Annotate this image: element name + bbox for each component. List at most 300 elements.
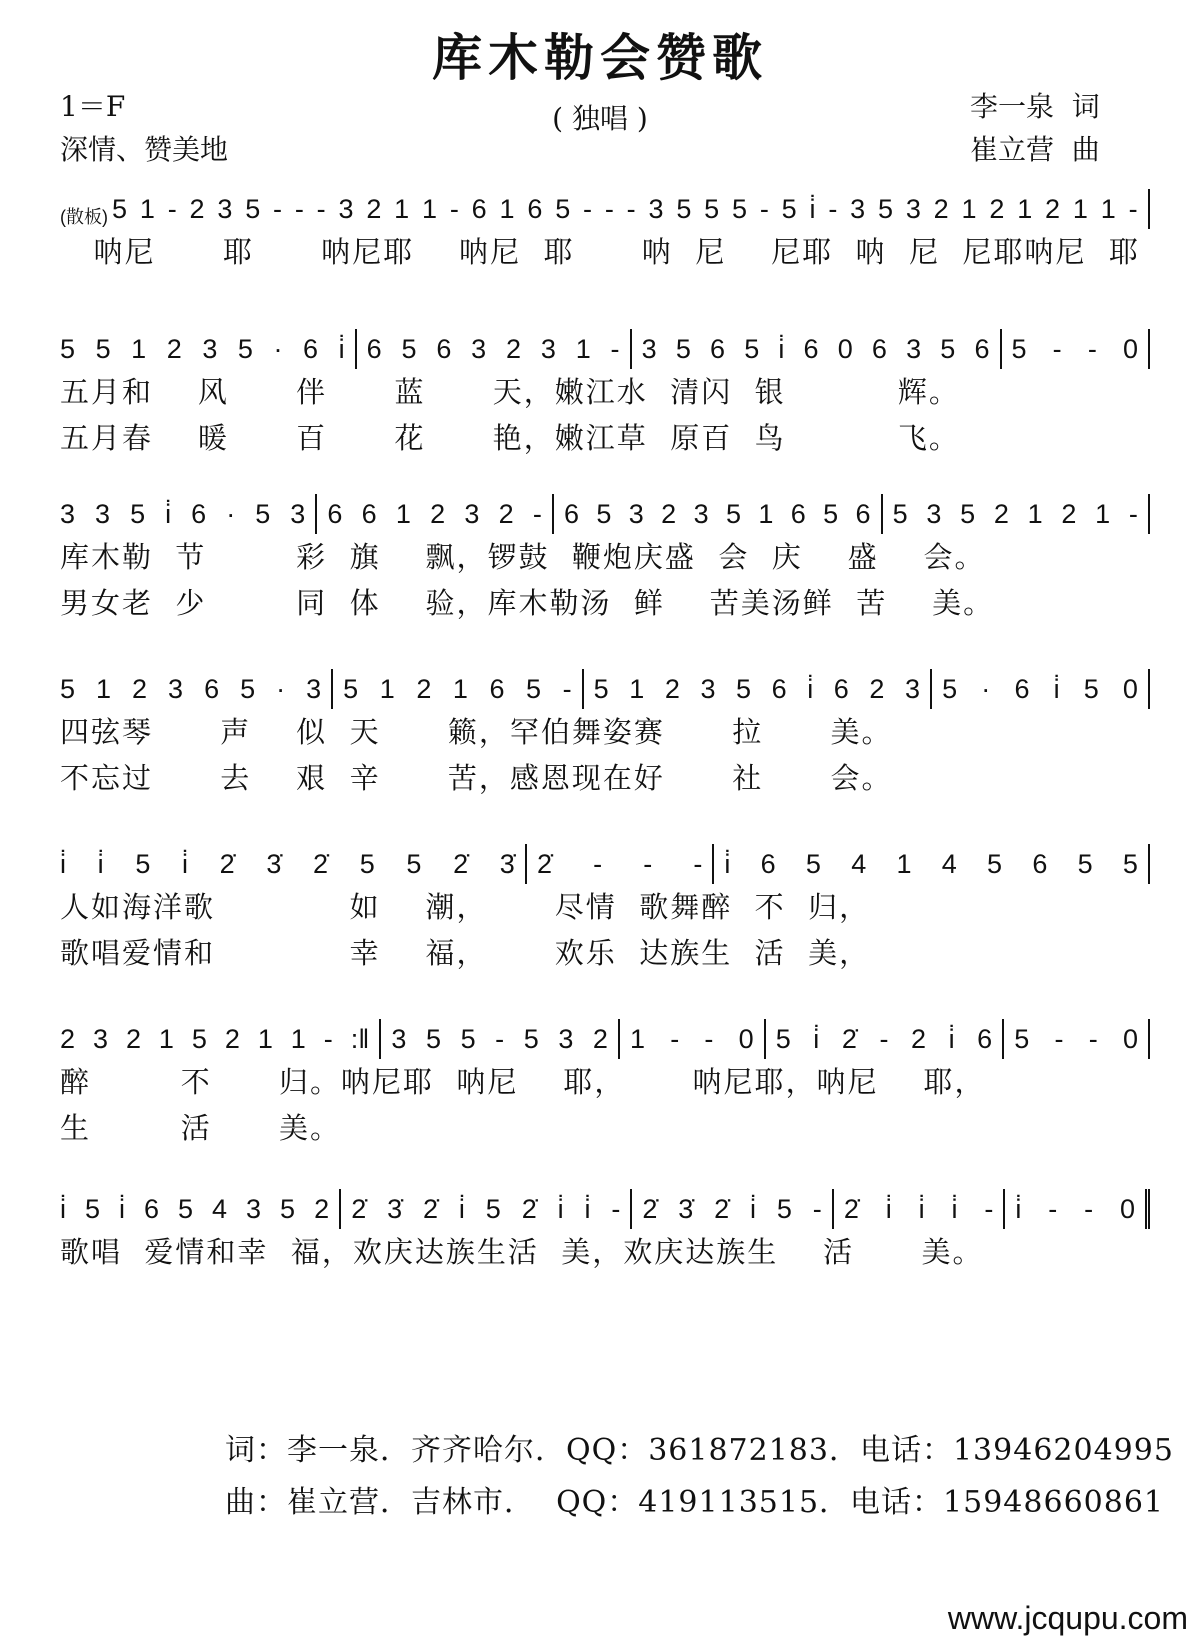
note: - [828,193,838,224]
measure-notes [776,1024,993,1055]
measure-notes [642,1194,821,1225]
note: 2 [1045,193,1061,224]
note: 2 [911,1023,927,1054]
note: 3 [700,673,716,704]
note: 2̇ [423,1193,439,1224]
score-system [60,665,1150,801]
note: · [276,673,286,704]
note: - [1087,333,1097,364]
note: 5 [555,193,571,224]
note: 1 [1100,193,1116,224]
note: 3 [850,193,866,224]
note: 6 [564,498,580,529]
note: i̇ [951,1193,958,1224]
note: 5 [84,1193,101,1224]
note: 3̇ [499,848,515,879]
note: - [879,1023,889,1054]
note: 1 [422,193,438,224]
score-system [60,325,1150,461]
note: 3 [906,333,922,364]
note: 5 [280,1193,296,1224]
note: 2 [993,498,1009,529]
note: 2 [498,498,514,529]
note: 1 [395,498,411,529]
note: 3 [905,193,921,224]
note: :‖ [350,1023,370,1054]
note: 5 [892,498,908,529]
note: 1 [394,193,410,224]
note: 5 [823,498,839,529]
note: 5 [1083,673,1099,704]
note: - [984,1193,994,1224]
note: 2̇ [642,1193,658,1224]
note: i̇ [182,848,188,879]
note: 5 [95,333,111,364]
lyrics-verse-1: 库木勒 节 彩 旗 飘，锣鼓 鞭炮庆盛 会 庆 盛 会。 [60,540,986,574]
note: i̇ [119,1193,125,1224]
note: i̇ [1015,1193,1022,1224]
note: 5 [240,673,256,704]
note: 5 [343,673,359,704]
note: i̇ [918,1193,925,1224]
note: 2 [661,498,677,529]
note: - [604,193,614,224]
note: 5 [775,1023,791,1054]
note: 5 [1011,333,1027,364]
measure [60,494,317,534]
note: 2̇ [714,1193,730,1224]
note: 5 [237,333,253,364]
notation-line [60,1015,1150,1059]
note: 3̇ [678,1193,694,1224]
note: 2 [506,333,522,364]
note: 2 [224,1023,240,1054]
lyrics-verse-2: 歌唱爱情和 幸 福， 欢乐 达族生 活 美， [60,936,871,970]
note: i̇ [885,1193,892,1224]
note: 5 [60,333,76,364]
note: i̇ [813,1023,820,1054]
note: · [273,333,283,364]
note: 5 [359,848,375,879]
measure-notes [724,849,1138,880]
note: 3 [558,1023,574,1054]
note: 3 [693,498,709,529]
note: 1 [629,673,645,704]
note: 2 [366,193,382,224]
note: 6 [327,498,343,529]
note: 3 [168,673,184,704]
note: - [273,193,283,224]
score-system [60,1015,1150,1151]
note: 3 [391,1023,407,1054]
song-title: 库木勒会赞歌 [432,29,768,87]
note: 1 [379,673,395,704]
note: 2̇ [841,1023,857,1054]
lyrics-verse-1: 歌唱 爱情和幸 福，欢庆达族生活 美，欢庆达族生 活 美。 [60,1235,984,1269]
note: 5 [425,1023,441,1054]
note: 6 [974,333,990,364]
notation-line [60,1185,1150,1229]
note: 5 [593,673,609,704]
measure [60,1189,341,1229]
note: 2 [314,1193,330,1224]
note: - [1048,1193,1058,1224]
note: 3 [540,333,556,364]
note: i̇ [165,498,172,529]
composer-credit: 崔立营 曲 [970,133,1100,166]
note: 0 [1122,673,1138,704]
measure [632,329,1002,369]
note: - [532,498,542,529]
measure-notes [60,674,321,705]
note: i̇ [778,333,785,364]
measure [883,494,1150,534]
note: 5 [781,193,797,224]
note: 3 [904,673,921,704]
note: 5 [736,673,752,704]
note: 5 [732,193,748,224]
lyrics-verse-2: 不忘过 去 艰 辛 苦，感恩现在好 社 会。 [60,761,893,795]
note: 5 [877,193,893,224]
measure [341,1189,632,1229]
expression-mark: 深情、赞美地 [60,133,229,166]
note: 2 [189,193,205,224]
measure-notes [642,334,990,365]
note: i̇ [948,1023,955,1054]
note: 3 [306,673,322,704]
note: 1 [499,193,515,224]
note: 2̇ [313,848,329,879]
note: 6 [710,333,726,364]
note: 5 [460,1023,476,1054]
note: 2 [664,673,680,704]
note: 5 [776,1193,792,1224]
note: 6 [1014,673,1030,704]
note: 2̇ [351,1193,367,1224]
notation-line [60,325,1150,369]
measure [112,189,1150,229]
note: - [643,848,653,879]
note: 6 [191,498,207,529]
notation-line [60,665,1150,709]
note: - [812,1193,822,1224]
note: 5 [60,673,76,704]
measure-notes [60,849,515,880]
lyrics-verse-2: 生 活 美。 [60,1111,342,1145]
measure [357,329,632,369]
note: 1 [452,673,468,704]
note: - [1128,193,1138,224]
lyricist-credit: 李一泉 词 [970,90,1100,123]
note: 3 [217,193,233,224]
lyrics-verse-1: 醉 不 归。呐尼耶 呐尼 耶， 呐尼耶，呐尼 耶， [60,1065,986,1099]
note: · [226,498,236,529]
measure [317,494,554,534]
note: 2 [132,673,148,704]
score-system [60,490,1150,626]
note: 5 [526,673,542,704]
measure-notes [60,1194,329,1225]
note: 5 [704,193,720,224]
note: 2̇ [521,1193,537,1224]
website-link[interactable]: www.jcqupu.com [947,1600,1188,1636]
note: 6 [790,498,806,529]
note: - [626,193,636,224]
note: 3 [926,498,942,529]
note: - [562,673,572,704]
score-system [60,840,1150,976]
note: 5 [178,1193,194,1224]
note: 2 [125,1023,141,1054]
measure-notes [60,1024,369,1055]
note: 6 [303,333,319,364]
note: - [167,193,177,224]
measure [554,494,883,534]
lyrics-verse-1: 五月和 风 伴 蓝 天，嫩江水 清闪 银 辉。 [60,375,960,409]
note: i̇ [809,193,816,224]
note: 3 [471,333,487,364]
note: 1 [961,193,977,224]
note: 2 [416,673,432,704]
note: 2 [430,498,446,529]
note: 6 [527,193,543,224]
note: 5 [676,193,692,224]
note: - [1128,498,1138,529]
note: 5 [596,498,612,529]
note: 5 [245,193,261,224]
note: 1 [139,193,155,224]
note: 6 [204,673,220,704]
measure [60,329,357,369]
measure [60,669,333,709]
note: 0 [1122,1023,1138,1054]
note: - [1084,1193,1094,1224]
lyrics-verse-1: 呐尼 耶 呐尼耶 呐尼 耶 呐 尼 尼耶 呐 尼 尼耶呐尼 耶 [60,235,1140,269]
note: 6 [366,333,382,364]
measure-notes [942,674,1138,705]
measure [834,1189,1006,1229]
note: 2̇ [219,848,235,879]
notation-line [60,490,1150,534]
note: 1 [131,333,147,364]
note: - [1088,1023,1098,1054]
measure-notes [537,849,702,880]
note: 1 [758,498,774,529]
tempo-mark: (散板) [60,207,108,227]
note: 6 [833,673,849,704]
note: 5 [960,498,976,529]
note: 1 [1072,193,1088,224]
note: 5 [523,1023,539,1054]
note: 3 [641,333,657,364]
note: 5 [485,1193,501,1224]
composer-contact: 曲：崔立营．吉林市． QQ：419113515．电话：15948660861 [225,1485,1164,1520]
note: i̇ [750,1193,757,1224]
note: i̇ [60,1193,66,1224]
note: i̇ [97,848,104,879]
note: - [704,1023,714,1054]
note: 3 [648,193,664,224]
measure [932,669,1150,709]
note: - [583,193,593,224]
measure-notes [1015,1194,1135,1225]
measure-notes [351,1194,620,1225]
notation-line [60,185,1150,229]
note: 5 [406,848,422,879]
measure [584,669,932,709]
note: 1 [1095,498,1111,529]
note: 3 [60,498,76,529]
note: - [316,193,326,224]
lyrics-verse-1: 人如海洋歌 如 潮， 尽情 歌舞醉 不 归， [60,890,871,924]
note: 3 [628,498,644,529]
measure [1004,1019,1150,1059]
note: - [693,848,703,879]
note: - [593,848,603,879]
measure [60,1019,381,1059]
note: 5 [1014,1023,1030,1054]
measure-notes [1012,334,1139,365]
note: 6 [1032,848,1048,879]
note: - [449,193,459,224]
note: 6 [143,1193,160,1224]
note: 4 [851,848,867,879]
note: 1 [158,1023,174,1054]
note: 2 [592,1023,608,1054]
note: 2̇ [843,1193,859,1224]
note: 3 [338,193,354,224]
note: 5 [744,333,760,364]
note: 5 [805,848,821,879]
note: 6 [471,193,487,224]
note: 5 [987,848,1003,879]
note: 5 [942,673,958,704]
measure-notes [112,194,1138,225]
note: i̇ [724,848,731,879]
note: 1 [1017,193,1033,224]
measure-notes [60,334,345,365]
note: i̇ [1053,673,1060,704]
note: 5 [725,498,741,529]
measure [1002,329,1151,369]
note: - [1052,333,1062,364]
lyrics-verse-2: 五月春 暖 百 花 艳，嫩江草 原百 鸟 飞。 [60,421,960,455]
note: - [294,193,304,224]
measure-notes [327,499,542,530]
note: 5 [401,333,417,364]
measure-notes [60,499,305,530]
note: 0 [738,1023,754,1054]
notation-line [60,840,1150,884]
note: 6 [760,848,776,879]
measure-notes [630,1024,754,1055]
note: 5 [255,498,271,529]
performance-type: ( 独唱 ) [552,102,648,135]
measure-notes [391,1024,608,1055]
measure-notes [844,1194,994,1225]
note: 1 [1027,498,1043,529]
note: 1 [896,848,912,879]
measure [527,844,714,884]
note: 2 [166,333,182,364]
measure [333,669,584,709]
note: 1 [96,673,112,704]
note: 3 [92,1023,108,1054]
measure [632,1189,833,1229]
note: 1 [629,1023,645,1054]
lyrics-verse-1: 四弦琴 声 似 天 籁，罕伯舞姿赛 拉 美。 [60,715,893,749]
note: 6 [871,333,887,364]
note: i̇ [807,673,814,704]
measure-notes [594,674,920,705]
note: 3̇ [387,1193,403,1224]
note: 2̇ [453,848,469,879]
note: 4 [941,848,957,879]
measure-notes [893,499,1138,530]
note: 3 [464,498,480,529]
note: · [981,673,991,704]
measure [60,844,527,884]
note: 6 [803,333,819,364]
note: - [495,1023,505,1054]
note: 5 [940,333,956,364]
measure [620,1019,766,1059]
note: i̇ [458,1193,465,1224]
measure [766,1019,1005,1059]
measure-notes [367,334,620,365]
note: 3 [202,333,218,364]
note: 3̇ [266,848,282,879]
note: 2̇ [536,848,552,879]
note: 5 [112,193,128,224]
note: 3 [290,498,306,529]
lyrics-verse-2: 男女老 少 同 体 验，库木勒汤 鲜 苦美汤鲜 苦 美。 [60,586,995,620]
note: 2 [989,193,1005,224]
score-system [60,1185,1150,1275]
note: 1 [575,333,591,364]
note: 0 [1119,1193,1135,1224]
measure-notes [1014,1024,1138,1055]
note: 4 [212,1193,228,1224]
note: - [611,1193,621,1224]
lyricist-contact: 词：李一泉．齐齐哈尔．QQ：361872183．电话：13946204995 [225,1433,1174,1468]
note: 5 [675,333,691,364]
measure [714,844,1150,884]
note: - [670,1023,680,1054]
note: 6 [436,333,452,364]
key-signature: 1＝F [60,90,126,123]
note: 3 [95,498,111,529]
note: 6 [855,498,871,529]
note: 2 [1061,498,1077,529]
note: 6 [361,498,377,529]
note: 6 [771,673,787,704]
note: 1 [257,1023,273,1054]
note: 2 [869,673,885,704]
note: 6 [977,1023,993,1054]
note: 2 [933,193,949,224]
note: i̇ [557,1193,564,1224]
note: - [323,1023,333,1054]
note: 0 [1122,333,1138,364]
note: i̇ [584,1193,591,1224]
note: 2 [60,1023,76,1054]
note: - [610,333,620,364]
note: 5 [1077,848,1093,879]
note: i̇ [338,333,345,364]
note: 6 [489,673,505,704]
measure [381,1019,620,1059]
